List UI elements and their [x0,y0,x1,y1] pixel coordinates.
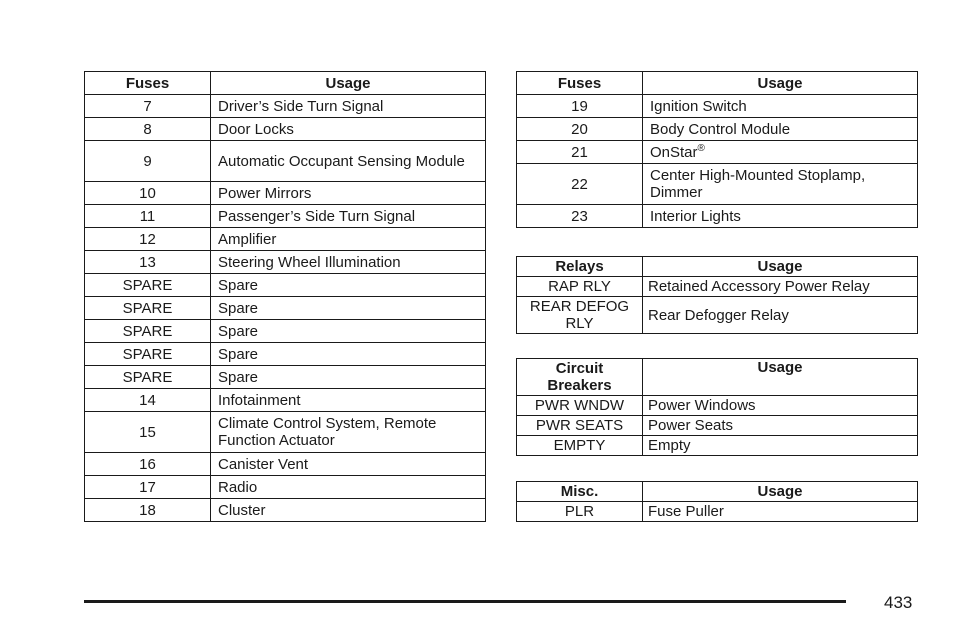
table-header-row [517,257,918,277]
registered-mark: ® [697,142,705,154]
fuse-cell: 7 [85,95,211,118]
breaker-cell: PWR WNDW [517,396,643,416]
column-header-usage: Usage [643,482,918,502]
table-row [85,274,486,297]
column-header-misc: Misc. [517,482,643,502]
usage-cell: Interior Lights [643,205,918,228]
table-row [85,453,486,476]
usage-cell: Rear Defogger Relay [643,297,918,334]
usage-text: OnStar [650,143,698,161]
breaker-cell: PWR SEATS [517,416,643,436]
relay-cell: REAR DEFOG RLY [517,297,643,334]
fuse-cell: 21 [517,141,643,164]
table-row [517,118,918,141]
fuse-cell: SPARE [85,320,211,343]
usage-cell: Empty [643,436,918,456]
table-row [517,502,918,522]
column-header-circuit-breakers: Circuit Breakers [517,359,643,396]
usage-cell: Spare [211,343,486,366]
usage-cell: Retained Accessory Power Relay [643,277,918,297]
fuse-cell: 10 [85,182,211,205]
usage-cell: Automatic Occupant Sensing Module [211,141,486,182]
table-row [85,251,486,274]
table-row [517,95,918,118]
fuse-cell: SPARE [85,343,211,366]
table-row [85,389,486,412]
usage-cell: Ignition Switch [643,95,918,118]
table-row [85,118,486,141]
fuse-cell: 23 [517,205,643,228]
column-header-usage: Usage [643,72,918,95]
table-row [517,205,918,228]
fuse-cell: 12 [85,228,211,251]
breaker-cell: EMPTY [517,436,643,456]
usage-cell: Passenger’s Side Turn Signal [211,205,486,228]
fuse-cell: 13 [85,251,211,274]
usage-cell: Canister Vent [211,453,486,476]
table-header-row [517,72,918,95]
fuse-cell: 17 [85,476,211,499]
table-row [517,141,918,164]
table-row [85,499,486,522]
table-row [517,436,918,456]
usage-cell: Climate Control System, Remote Function Actuator [211,412,486,453]
column-header-usage: Usage [211,72,486,95]
fuse-cell: SPARE [85,366,211,389]
usage-cell: Center High-Mounted Stoplamp, Dimmer [643,164,918,205]
table-row [517,164,918,205]
fuse-cell: SPARE [85,274,211,297]
fuse-cell: 20 [517,118,643,141]
table-row [85,228,486,251]
table-row [517,297,918,334]
circuit-breakers-table [516,358,918,456]
usage-cell: Amplifier [211,228,486,251]
usage-cell: Radio [211,476,486,499]
column-header-fuses: Fuses [517,72,643,95]
table-header-row [517,359,918,396]
fuse-cell: 9 [85,141,211,182]
table-row [517,277,918,297]
fuse-cell: 16 [85,453,211,476]
usage-cell: Fuse Puller [643,502,918,522]
table-row [85,412,486,453]
table-row [85,141,486,182]
fuse-cell: 19 [517,95,643,118]
usage-cell: Spare [211,297,486,320]
footer-rule [84,600,846,603]
usage-cell: Infotainment [211,389,486,412]
usage-cell: Power Mirrors [211,182,486,205]
misc-item-cell: PLR [517,502,643,522]
usage-cell: Steering Wheel Illumination [211,251,486,274]
table-header-row [517,482,918,502]
fuse-cell: 18 [85,499,211,522]
page-number: 433 [884,593,913,612]
table-header-row [85,72,486,95]
usage-cell: Power Seats [643,416,918,436]
usage-cell: Spare [211,274,486,297]
relay-cell: RAP RLY [517,277,643,297]
fuse-cell: 11 [85,205,211,228]
table-row [517,396,918,416]
column-header-fuses: Fuses [85,72,211,95]
fuse-cell: 15 [85,412,211,453]
misc-table [516,481,918,522]
fuse-cell: SPARE [85,297,211,320]
column-header-usage: Usage [643,359,918,396]
fuse-cell: 8 [85,118,211,141]
fuses-table-left [84,71,486,522]
table-row [517,416,918,436]
usage-cell: Cluster [211,499,486,522]
usage-cell: Door Locks [211,118,486,141]
fuses-table-right [516,71,918,228]
column-header-usage: Usage [643,257,918,277]
column-header-relays: Relays [517,257,643,277]
table-row [85,95,486,118]
usage-cell: Spare [211,320,486,343]
table-row [85,297,486,320]
usage-cell: Driver’s Side Turn Signal [211,95,486,118]
usage-cell [643,141,918,164]
table-row [85,182,486,205]
usage-cell: Power Windows [643,396,918,416]
table-row [85,343,486,366]
usage-cell: Body Control Module [643,118,918,141]
usage-cell: Spare [211,366,486,389]
table-row [85,366,486,389]
fuse-cell: 14 [85,389,211,412]
relays-table [516,256,918,334]
fuse-cell: 22 [517,164,643,205]
table-row [85,476,486,499]
table-row [85,205,486,228]
table-row [85,320,486,343]
